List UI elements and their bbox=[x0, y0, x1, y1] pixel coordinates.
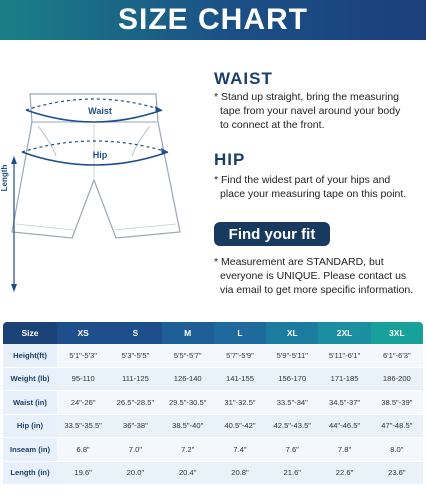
table-cell: 29.5"-30.5" bbox=[162, 391, 214, 415]
table-cell: 8.0" bbox=[371, 438, 423, 462]
table-header-row bbox=[3, 322, 423, 344]
table-row bbox=[3, 368, 423, 392]
table-cell: 5'7"-5'9" bbox=[214, 344, 266, 368]
table-cell: 7.8" bbox=[318, 438, 370, 462]
table-cell: 171-185 bbox=[318, 368, 370, 392]
fit-line: everyone is UNIQUE. Please contact us bbox=[220, 270, 407, 282]
table-cell: 21.6" bbox=[266, 462, 318, 486]
table-cell: 42.5"-43.5" bbox=[266, 415, 318, 439]
table-cell: 44"-46.5" bbox=[318, 415, 370, 439]
table-cell: 33.5"-34" bbox=[266, 391, 318, 415]
waist-label: Waist bbox=[88, 106, 112, 116]
table-cell: 34.5"-37" bbox=[318, 391, 370, 415]
size-table-container bbox=[3, 322, 423, 485]
table-cell: 47"-48.5" bbox=[371, 415, 423, 439]
header-size: Size bbox=[3, 322, 57, 344]
fit-note bbox=[214, 255, 413, 297]
header-m: M bbox=[162, 322, 214, 344]
table-cell: 95-110 bbox=[57, 368, 109, 392]
hip-instructions bbox=[214, 173, 406, 201]
row-label: Inseam (in) bbox=[3, 438, 57, 462]
waist-line: tape from your navel around your body bbox=[220, 105, 401, 117]
shorts-illustration bbox=[0, 82, 198, 292]
table-cell: 20.4" bbox=[162, 462, 214, 486]
header-s: S bbox=[109, 322, 161, 344]
table-cell: 5'9"-5'11" bbox=[266, 344, 318, 368]
waist-heading: WAIST bbox=[214, 69, 273, 88]
table-cell: 141-155 bbox=[214, 368, 266, 392]
table-cell: 111-125 bbox=[109, 368, 161, 392]
table-cell: 26.5"-28.5" bbox=[109, 391, 161, 415]
table-cell: 156-170 bbox=[266, 368, 318, 392]
row-label: Height(ft) bbox=[3, 344, 57, 368]
size-table bbox=[3, 322, 423, 485]
table-cell: 5'11"-6'1" bbox=[318, 344, 370, 368]
table-cell: 7.6" bbox=[266, 438, 318, 462]
table-cell: 5'5"-5'7" bbox=[162, 344, 214, 368]
table-cell: 36"-38" bbox=[109, 415, 161, 439]
hip-line: * Find the widest part of your hips and bbox=[214, 174, 391, 186]
table-row bbox=[3, 438, 423, 462]
waist-line: * Stand up straight, bring the measuring bbox=[214, 91, 400, 103]
table-row bbox=[3, 415, 423, 439]
table-cell: 7.2" bbox=[162, 438, 214, 462]
table-cell: 33.5"-35.5" bbox=[57, 415, 109, 439]
fit-line: * Measurement are STANDARD, but bbox=[214, 256, 384, 268]
table-cell: 24"-26" bbox=[57, 391, 109, 415]
waist-line: to connect at the front. bbox=[220, 119, 325, 131]
row-label: Length (in) bbox=[3, 462, 57, 486]
header-l: L bbox=[214, 322, 266, 344]
table-row bbox=[3, 344, 423, 368]
hip-heading: HIP bbox=[214, 150, 246, 169]
table-cell: 20.0" bbox=[109, 462, 161, 486]
row-label: Weight (lb) bbox=[3, 368, 57, 392]
header-xs: XS bbox=[57, 322, 109, 344]
row-label: Hip (in) bbox=[3, 415, 57, 439]
table-cell: 38.5"-40" bbox=[162, 415, 214, 439]
table-cell: 5'3"-5'5" bbox=[109, 344, 161, 368]
waist-instructions bbox=[214, 90, 400, 132]
table-cell: 6'1"-6'3" bbox=[371, 344, 423, 368]
header-xl: XL bbox=[266, 322, 318, 344]
table-cell: 23.6" bbox=[371, 462, 423, 486]
table-cell: 186-200 bbox=[371, 368, 423, 392]
fit-line: via email to get more specific information. bbox=[220, 284, 414, 296]
shorts-diagram bbox=[0, 82, 198, 292]
table-cell: 19.6" bbox=[57, 462, 109, 486]
table-cell: 7.4" bbox=[214, 438, 266, 462]
find-your-fit-badge: Find your fit bbox=[214, 222, 330, 246]
header-2xl: 2XL bbox=[318, 322, 370, 344]
page-title: SIZE CHART bbox=[118, 3, 308, 36]
table-cell: 20.8" bbox=[214, 462, 266, 486]
length-label: Length bbox=[0, 164, 9, 192]
table-cell: 7.0" bbox=[109, 438, 161, 462]
title-banner bbox=[0, 0, 426, 40]
table-cell: 126-140 bbox=[162, 368, 214, 392]
table-row bbox=[3, 391, 423, 415]
row-label: Waist (in) bbox=[3, 391, 57, 415]
table-cell: 38.5"-39" bbox=[371, 391, 423, 415]
table-cell: 22.6" bbox=[318, 462, 370, 486]
table-cell: 31"-32.5" bbox=[214, 391, 266, 415]
table-cell: 6.8" bbox=[57, 438, 109, 462]
table-cell: 40.5"-42" bbox=[214, 415, 266, 439]
table-cell: 5'1"-5'3" bbox=[57, 344, 109, 368]
header-3xl: 3XL bbox=[371, 322, 423, 344]
hip-line: place your measuring tape on this point. bbox=[220, 188, 407, 200]
hip-label: Hip bbox=[92, 150, 108, 160]
table-row bbox=[3, 462, 423, 486]
